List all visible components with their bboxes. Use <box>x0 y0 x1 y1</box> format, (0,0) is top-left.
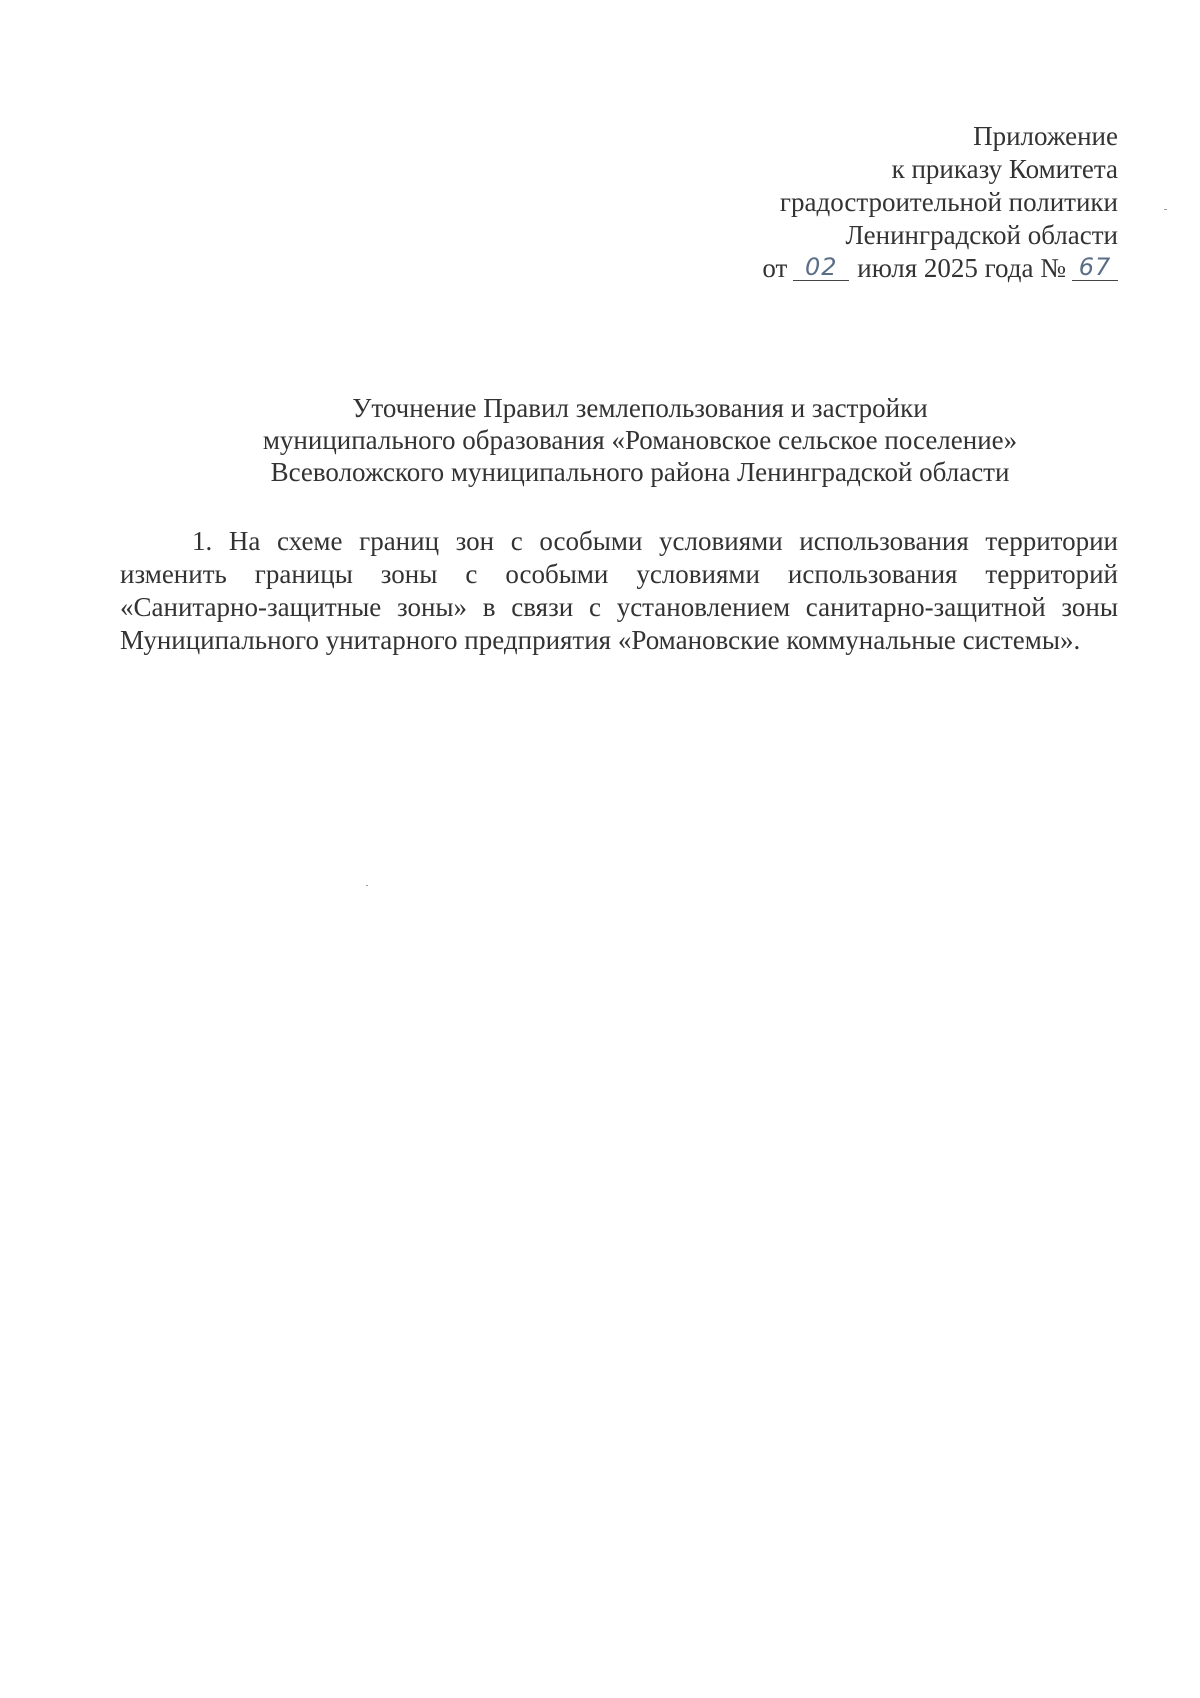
number-blank <box>1072 252 1118 281</box>
document-body <box>120 525 1118 657</box>
title-line-1: Уточнение Правил землепользования и застройки <box>352 393 928 423</box>
day-blank <box>793 252 849 281</box>
document-title <box>200 392 1080 488</box>
region-name: Ленинградской области <box>845 220 1118 250</box>
month-year-label: июля 2025 года № <box>857 253 1066 283</box>
paragraph-1: 1. На схеме границ зон с особыми условиями использования территории изменить границы зоны с особыми условиями использования территорий «Санитарно-защитные зоны» в связи с установлением санитарно-защитной зоны Муниципального унитарного предприятия «Романовские коммунальные системы». <box>120 526 1118 655</box>
appendix-label: Приложение <box>973 121 1118 151</box>
order-date-line <box>518 252 1118 285</box>
title-line-2: муниципального образования «Романовское сельское поселение» <box>262 425 1018 455</box>
title-line-3: Всеволожского муниципального района Ленинградской области <box>270 457 1010 487</box>
appendix-header <box>518 120 1118 285</box>
date-prefix: от <box>762 253 788 283</box>
scan-speck <box>1164 209 1167 210</box>
handwritten-day: 02 <box>805 253 838 281</box>
handwritten-number: 67 <box>1078 253 1112 281</box>
committee-name: градостроительной политики <box>779 187 1118 217</box>
scan-speck <box>366 885 368 886</box>
order-reference: к приказу Комитета <box>891 154 1118 184</box>
